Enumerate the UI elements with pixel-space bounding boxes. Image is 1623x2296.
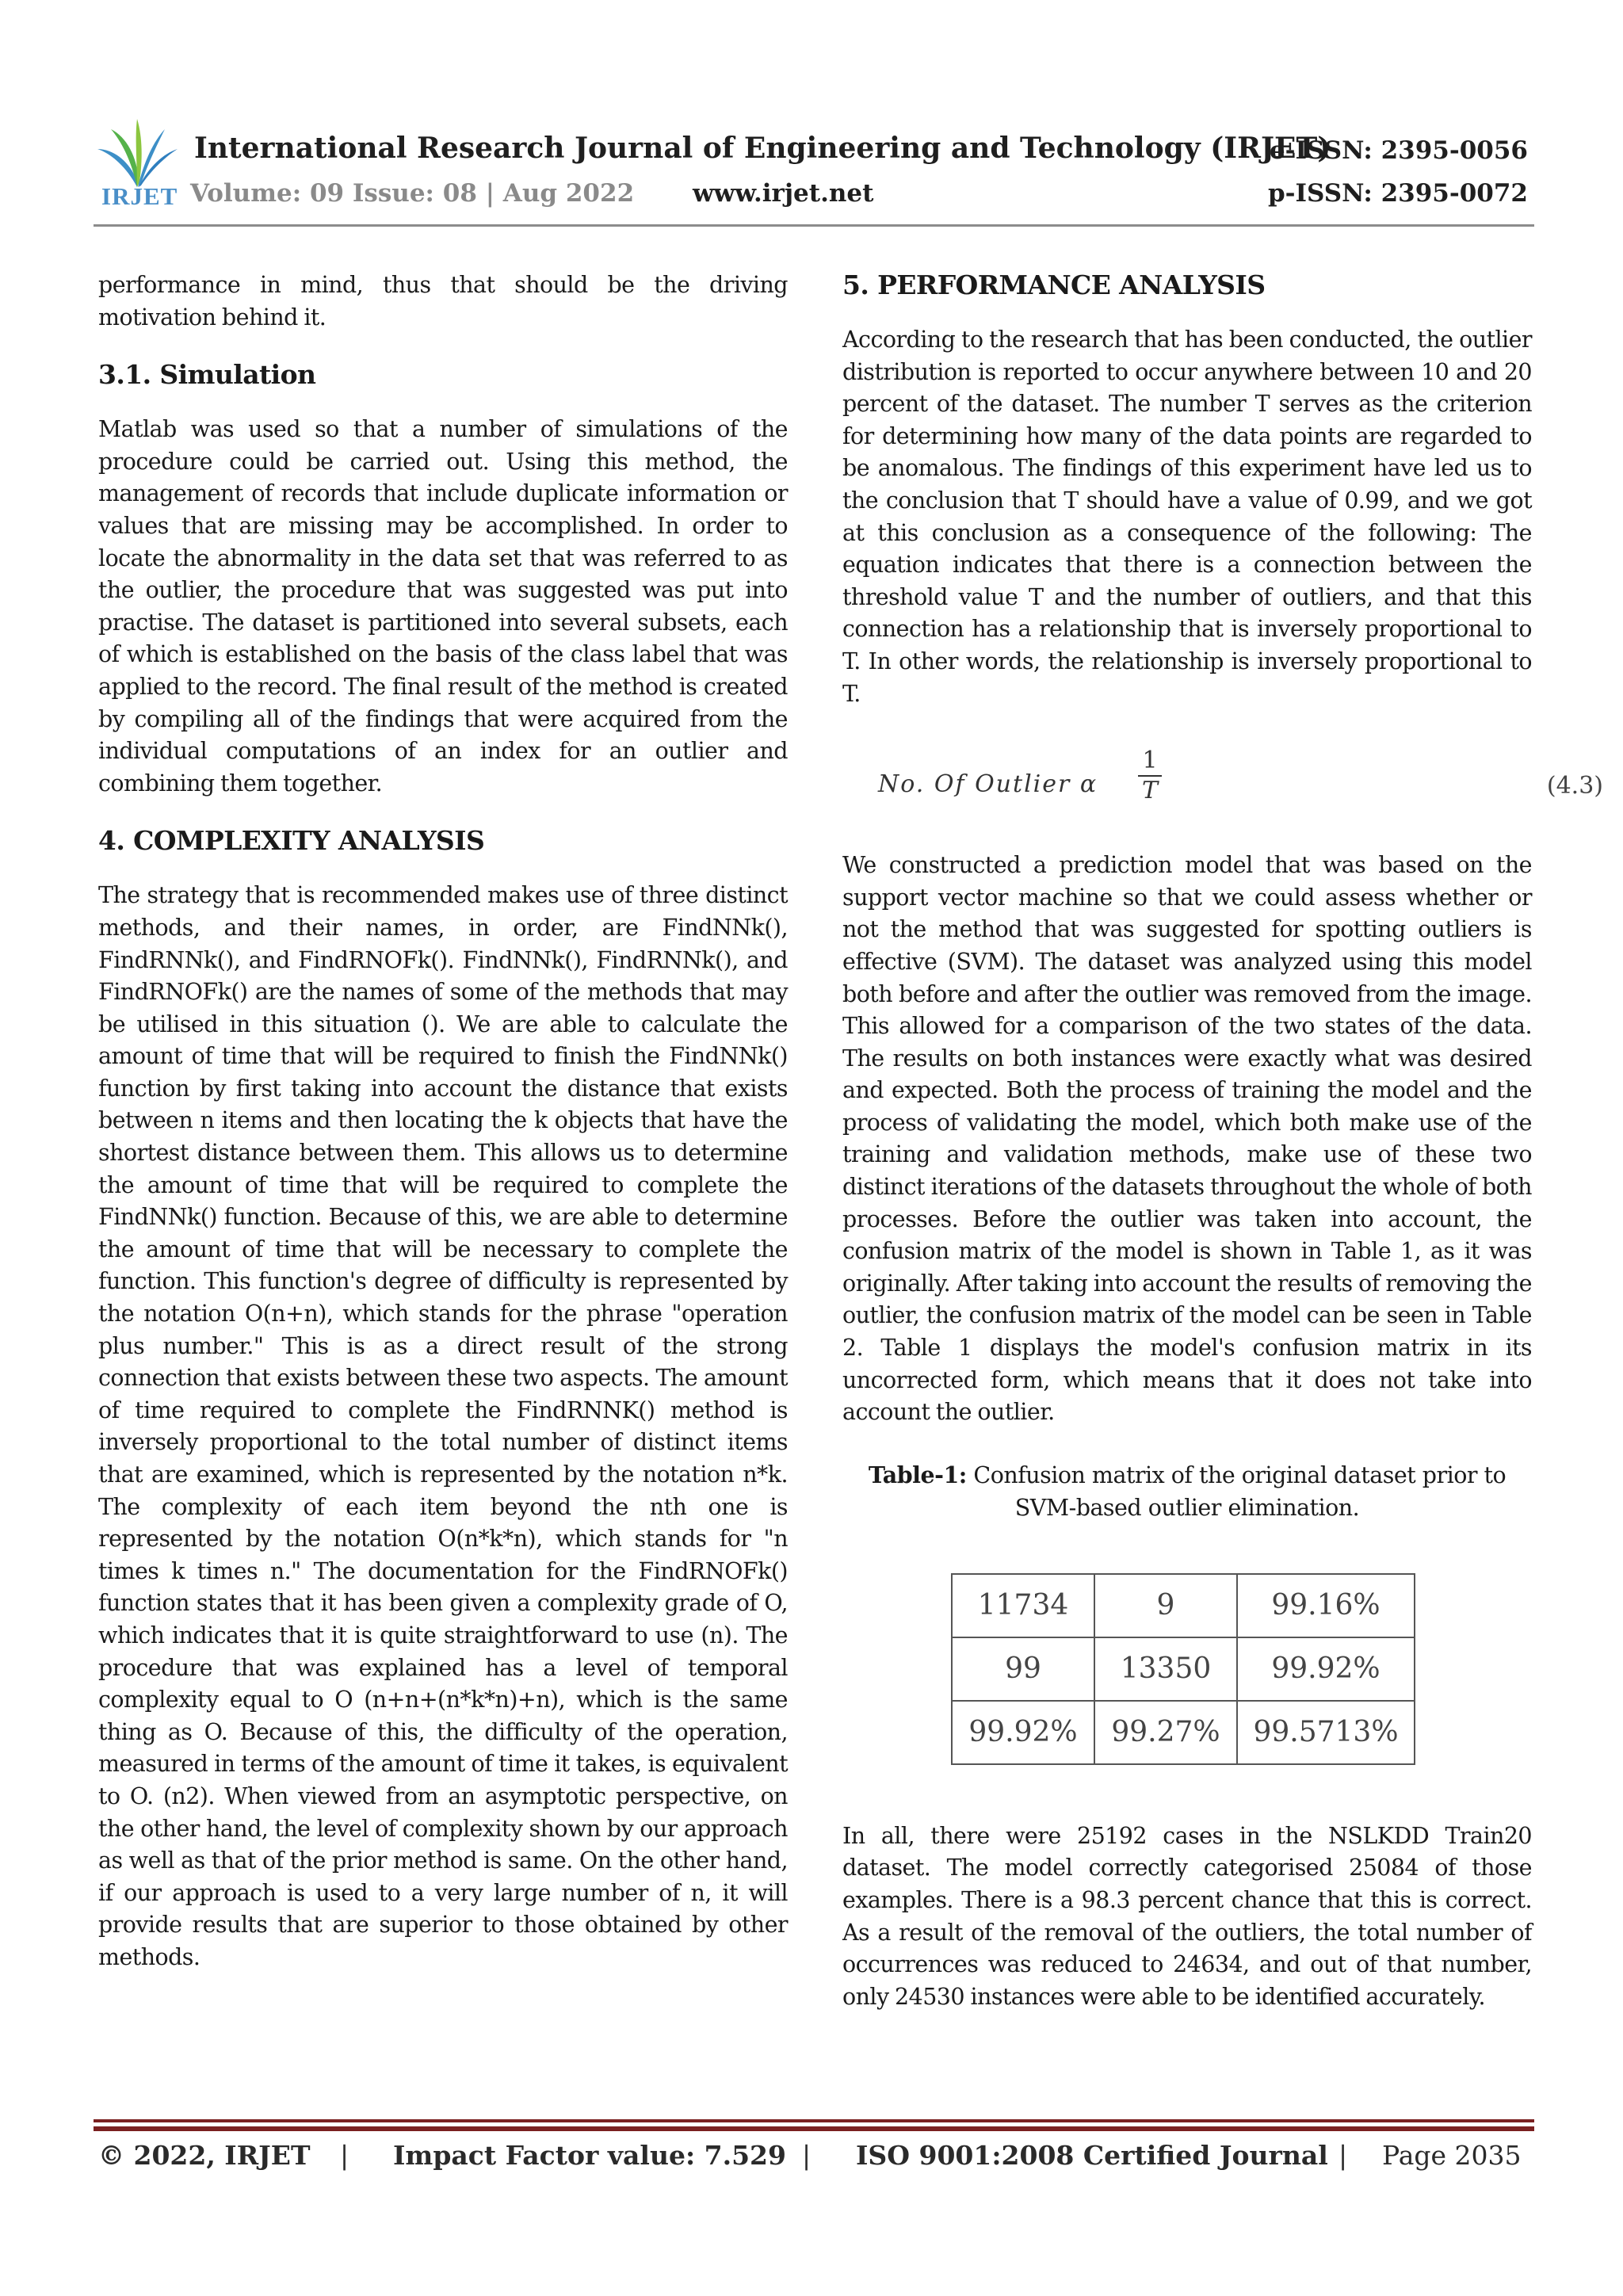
model-paragraph: We constructed a prediction model that was based on the support vector machine so that we could assess whether or not the method that was suggested for spotting outliers is effective (SVM). The dataset was analyzed using this model both before and after the outlier was removed from the image. This allowed for a comparison of the two states of the data. The results on both instances were exactly what was desired and expected. Both the process of training the model and the process of validating the model, which both make use of the training and validation methods, make use of these two distinct iterations of the datasets throughout the whole of both processes. Before the outlier was taken into account, the confusion matrix of the model is shown in Table 1, as it was originally. After taking into account the results of removing the outlier, the confusion matrix of the model can be seen in Table 2. Table 1 displays the model's confusion matrix in its uncorrected form, which means that it does not take into account the outlier.: [842, 852, 1532, 1426]
footer-iso-certification: ISO 9001:2008 Certified Journal: [856, 2140, 1328, 2171]
table-caption-text: Confusion matrix of the original dataset prior to SVM-based outlier elimination.: [966, 1461, 1507, 1521]
logo-leaf-icon: [94, 117, 181, 189]
volume-info: Volume: 09 Issue: 08 | Aug 2022: [190, 179, 635, 208]
simulation-heading: 3.1. Simulation: [98, 359, 316, 391]
right-column: [842, 269, 1603, 2013]
left-column: [98, 269, 788, 1974]
table-cell: 11734: [952, 1574, 1094, 1637]
intro-paragraph: performance in mind, thus that should be the driving motivation behind it.: [98, 272, 788, 330]
table-caption: [842, 1459, 1532, 1524]
equation-lhs: [878, 770, 1098, 798]
table-cell: 99.16%: [1237, 1574, 1415, 1637]
footer-separator: |: [1338, 2140, 1348, 2171]
footer-impact-factor: Impact Factor value: 7.529: [393, 2140, 786, 2171]
table-label: Table-1:: [868, 1461, 967, 1488]
logo-text: IRJET: [101, 182, 178, 210]
performance-heading: 5. PERFORMANCE ANALYSIS: [842, 269, 1266, 300]
performance-paragraph: According to the research that has been conducted, the outlier distribution is reported to occur anywhere between 10 and 20 percent of the dataset. The number T serves as the criterion for determining how many of the data points are regarded to be anomalous. The findings of this experiment have led us to the conclusion that T should have a value of 0.99, and we got at this conclusion as a consequence of the following: The equation indicates that there is a connection between the threshold value T and the number of outliers, and that this connection has a relationship that is inversely proportional to T. In other words, the relationship is inversely proportional to T.: [842, 327, 1532, 707]
header-divider: [94, 224, 1534, 227]
simulation-paragraph: Matlab was used so that a number of simulations of the procedure could be carried out. Using this method, the management of records that include duplicate information or values that are missing may be accomplished. In order to locate the abnormality in the data set that was referred to as the outlier, the procedure that was suggested was put into practise. The dataset is partitioned into several subsets, each of which is established on the basis of the class label that was applied to the record. The final result of the method is created by compiling all of the findings that were acquired from the individual computations of an index for an outlier and combining them together.: [98, 416, 788, 797]
journal-title: International Research Journal of Engineering and Technology (IRJET): [194, 132, 1331, 165]
equation-4-3: [842, 739, 1603, 826]
journal-website-link[interactable]: www.irjet.net: [693, 179, 874, 208]
footer-divider-top: [94, 2119, 1534, 2122]
equation-denominator: T: [1141, 777, 1158, 805]
p-issn: p-ISSN: 2395-0072: [1267, 179, 1528, 208]
equation-relation: α: [1079, 770, 1098, 799]
table-cell: 9: [1094, 1574, 1237, 1637]
equation-numerator: 1: [1138, 747, 1162, 777]
equation-lhs-text: No. Of Outlier: [878, 770, 1071, 799]
table-cell: 99.5713%: [1237, 1701, 1415, 1764]
table-cell: 13350: [1094, 1637, 1237, 1701]
results-paragraph: In all, there were 25192 cases in the NSLKDD Train20 dataset. The model correctly categorised 25084 of those examples. There is a 98.3 percent chance that this is correct. As a result of the removal of the outliers, the total number of occurrences was reduced to 24634, and out of that number, only 24530 instances were able to be identified accurately.: [842, 1822, 1532, 2010]
footer-separator: |: [802, 2140, 812, 2171]
equation-fraction: [1138, 747, 1162, 805]
complexity-paragraph: The strategy that is recommended makes use of three distinct methods, and their names, in order, are FindNNk(), FindRNNk(), and FindRNOFk(). FindNNk(), FindRNNk(), and FindRNOFk() are the names of some of the methods that may be utilised in this situation (). We are able to calculate the amount of time that will be required to finish the FindNNk() function by first taking into account the distance that exists between n items and then locating the k objects that have the shortest distance between them. This allows us to determine the amount of time that will be required to complete the FindNNk() function. Because of this, we are able to determine the amount of time that will be necessary to complete the function. This function's degree of difficulty is represented by the notation O(n+n), which stands for the phrase "operation plus number." This is as a direct result of the strong connection that exists between these two aspects. The amount of time required to complete the FindRNNK() method is inversely proportional to the total number of distinct items that are examined, which is represented by the notation n*k. The complexity of each item beyond the nth one is represented by the notation O(n*k*n), which stands for "n times k times n." The documentation for the FindRNOFk() function states that it has been given a complexity grade of O, which indicates that it is quite straightforward to use (n). The procedure that was explained has a level of temporal complexity equal to O (n+n+(n*k*n)+n), which is the same thing as O. Because of this, the difficulty of the operation, measured in terms of the amount of time it takes, is equivalent to O. (n2). When viewed from an asymptotic perspective, on the other hand, the level of complexity shown by our approach as well as that of the prior method is same. On the other hand, if our approach is used to a very large number of n, it will provide results that are superior to those obtained by other methods.: [98, 882, 788, 1970]
footer-page-number: Page 2035: [1382, 2140, 1522, 2171]
footer-divider-bottom: [94, 2126, 1534, 2131]
e-issn: e-ISSN: 2395-0056: [1269, 136, 1528, 165]
table-cell: 99.92%: [952, 1701, 1094, 1764]
table-cell: 99.92%: [1237, 1637, 1415, 1701]
table-row: [952, 1701, 1415, 1764]
table-cell: 99.27%: [1094, 1701, 1237, 1764]
confusion-matrix-table: [951, 1573, 1415, 1765]
table-row: [952, 1637, 1415, 1701]
equation-number: (4.3): [1546, 772, 1603, 800]
footer-copyright: © 2022, IRJET: [98, 2140, 311, 2171]
footer-separator: |: [340, 2140, 349, 2171]
complexity-heading: 4. COMPLEXITY ANALYSIS: [98, 825, 485, 857]
table-cell: 99: [952, 1637, 1094, 1701]
table-row: [952, 1574, 1415, 1637]
